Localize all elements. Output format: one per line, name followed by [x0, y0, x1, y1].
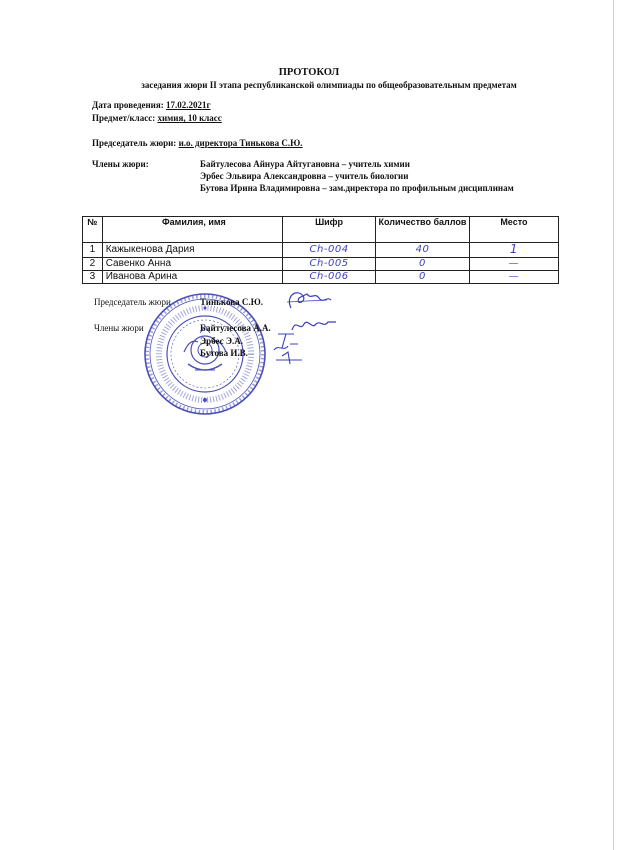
chair-value: и.о. директора Тинькова С.Ю.: [178, 138, 303, 148]
row-score: 40: [415, 244, 430, 255]
row-code: Ch-006: [309, 271, 349, 282]
signature-chair-name: Тинькова С.Ю.: [200, 297, 263, 307]
row-place: —: [508, 271, 520, 282]
subject-label: Предмет/класс:: [92, 113, 156, 123]
row-num: 3: [83, 271, 103, 284]
date-value: 17.02.2021г: [165, 100, 211, 110]
date-label: Дата проведения:: [92, 100, 164, 110]
header-score: Количество баллов: [376, 217, 470, 243]
subject-line: [92, 113, 222, 123]
signature-member-name: Байтулесова А.А.: [200, 323, 271, 333]
table-row: [83, 258, 559, 271]
row-name: Савенко Анна: [102, 258, 282, 271]
jury-member: Бутова Ирина Владимировна – зам.директора по профильным дисциплинам: [200, 183, 514, 193]
row-name: Кажыкенова Дария: [102, 243, 282, 258]
member-signature: [268, 330, 308, 368]
row-name: Иванова Арина: [102, 271, 282, 284]
chair-signature: [283, 288, 333, 314]
chair-line: [92, 138, 302, 148]
row-code: Ch-005: [309, 258, 349, 269]
signature-chair-label: Председатель жюри: [94, 297, 171, 307]
row-score: 0: [419, 271, 426, 282]
table-header-row: [83, 217, 559, 243]
row-num: 1: [83, 243, 103, 258]
table-row: [83, 243, 559, 258]
row-place: 1: [509, 242, 518, 256]
signature-members-label: Члены жюри: [94, 323, 144, 333]
jury-member: Байтулесова Айнура Айтугановна – учитель химии: [200, 159, 410, 169]
signature-member-name: Эрбес Э.А.: [200, 336, 243, 346]
header-place: Место: [469, 217, 558, 243]
row-code: Ch-004: [309, 244, 349, 255]
table-row: [83, 271, 559, 284]
signature-member-name: Бутова И.В.: [200, 348, 248, 358]
results-table: [82, 216, 559, 284]
header-name: Фамилия, имя: [102, 217, 282, 243]
subject-value: химия, 10 класс: [157, 113, 222, 123]
page-edge: [613, 0, 614, 850]
date-line: [92, 100, 211, 110]
document-subtitle: заседания жюри II этапа республиканской олимпиады по общеобразовательным предметам: [141, 80, 517, 90]
jury-members-label: Члены жюри:: [92, 159, 149, 169]
row-num: 2: [83, 258, 103, 271]
row-score: 0: [419, 258, 426, 269]
header-num: №: [83, 217, 103, 243]
row-place: —: [508, 258, 520, 269]
header-code: Шифр: [283, 217, 376, 243]
chair-label: Председатель жюри:: [92, 138, 177, 148]
document-title: ПРОТОКОЛ: [278, 67, 340, 78]
jury-member: Эрбес Эльвира Александровна – учитель биологии: [200, 171, 409, 181]
